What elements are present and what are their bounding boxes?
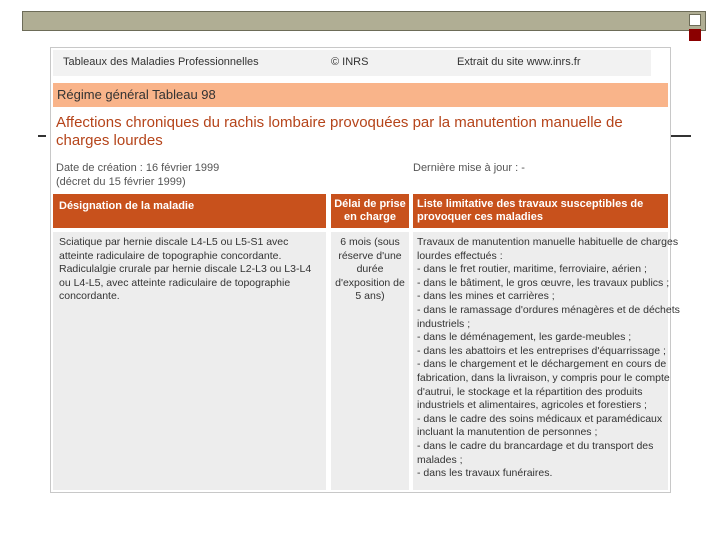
table-title: Affections chroniques du rachis lombaire provoquées par la manutention manuelle de charges lourdes — [56, 114, 623, 149]
source-bar — [53, 50, 651, 76]
regime-banner — [53, 83, 668, 107]
slide-divider-right — [671, 135, 691, 137]
cell-delai — [331, 232, 409, 490]
travaux-line: - dans les travaux funéraires. — [417, 467, 553, 480]
travaux-line: - dans les abattoirs et les entreprises d'équarrissage ; — [417, 344, 666, 357]
copyright: © INRS — [331, 56, 369, 68]
header-designation — [53, 194, 326, 228]
last-update: Dernière mise à jour : - — [413, 162, 525, 174]
slide-divider-left — [38, 135, 46, 137]
document-image — [50, 47, 680, 493]
travaux-line: fabrication, dans la livraison, y compris pour le compte — [417, 371, 670, 384]
travaux-line: - dans le cadre des soins médicaux et paramédicaux — [417, 412, 663, 425]
regime-label: Régime général Tableau 98 — [57, 87, 216, 102]
travaux-line: industriels et alimentaires, agricoles et forestiers ; — [417, 399, 647, 412]
travaux-line: lourdes effectués : — [417, 249, 503, 262]
designation-text: Sciatique par hernie discale L4-L5 ou L5-S1 avec atteinte radiculaire de topographie concordante. Radiculalgie crurale par hernie discale L2-L3 ou L3-L4 ou L4-L5, avec atteinte radiculaire de topographie concordante. — [59, 236, 312, 303]
header-designation-label: Désignation de la maladie — [59, 200, 195, 212]
decree-line: (décret du 15 février 1999) — [56, 176, 186, 188]
header-delai-label: Délai de prise en charge — [334, 198, 406, 223]
header-delai — [331, 194, 409, 228]
travaux-line: - dans le chargement et le déchargement en cours de — [417, 358, 667, 371]
travaux-line: - dans le cadre du brancardage et du transport des — [417, 439, 654, 452]
travaux-line: - dans le ramassage d'ordures ménagères et de déchets — [417, 303, 680, 316]
slide-title-bar — [22, 11, 706, 31]
travaux-line: industriels ; — [417, 317, 471, 330]
source-collection: Tableaux des Maladies Professionnelles — [63, 56, 259, 68]
travaux-line: malades ; — [417, 453, 463, 466]
travaux-line: - dans les mines et carrières ; — [417, 290, 555, 303]
travaux-line: - dans le fret routier, maritime, ferroviaire, aérien ; — [417, 263, 647, 276]
travaux-line: - dans le déménagement, les garde-meubles ; — [417, 331, 632, 344]
travaux-line: - dans le bâtiment, le gros œuvre, les travaux publics ; — [417, 276, 670, 289]
travaux-line: Travaux de manutention manuelle habituelle de charges — [417, 236, 679, 248]
cell-designation — [53, 232, 326, 490]
travaux-line: d'autrui, le stockage et la répartition des produits — [417, 385, 643, 398]
travaux-line: incluant la manutention de personnes ; — [417, 426, 598, 439]
slide-corner-square — [689, 14, 701, 26]
source-site: Extrait du site www.inrs.fr — [457, 56, 581, 68]
header-travaux — [413, 194, 668, 228]
slide-corner-accent — [689, 29, 701, 41]
header-travaux-label: Liste limitative des travaux susceptibles de provoquer ces maladies — [417, 198, 644, 223]
delai-text: 6 mois (sous réserve d'une durée d'exposition de 5 ans) — [335, 236, 405, 303]
creation-date-line: Date de création : 16 février 1999 — [56, 162, 220, 174]
cell-travaux — [413, 232, 680, 490]
creation-date — [56, 161, 219, 189]
